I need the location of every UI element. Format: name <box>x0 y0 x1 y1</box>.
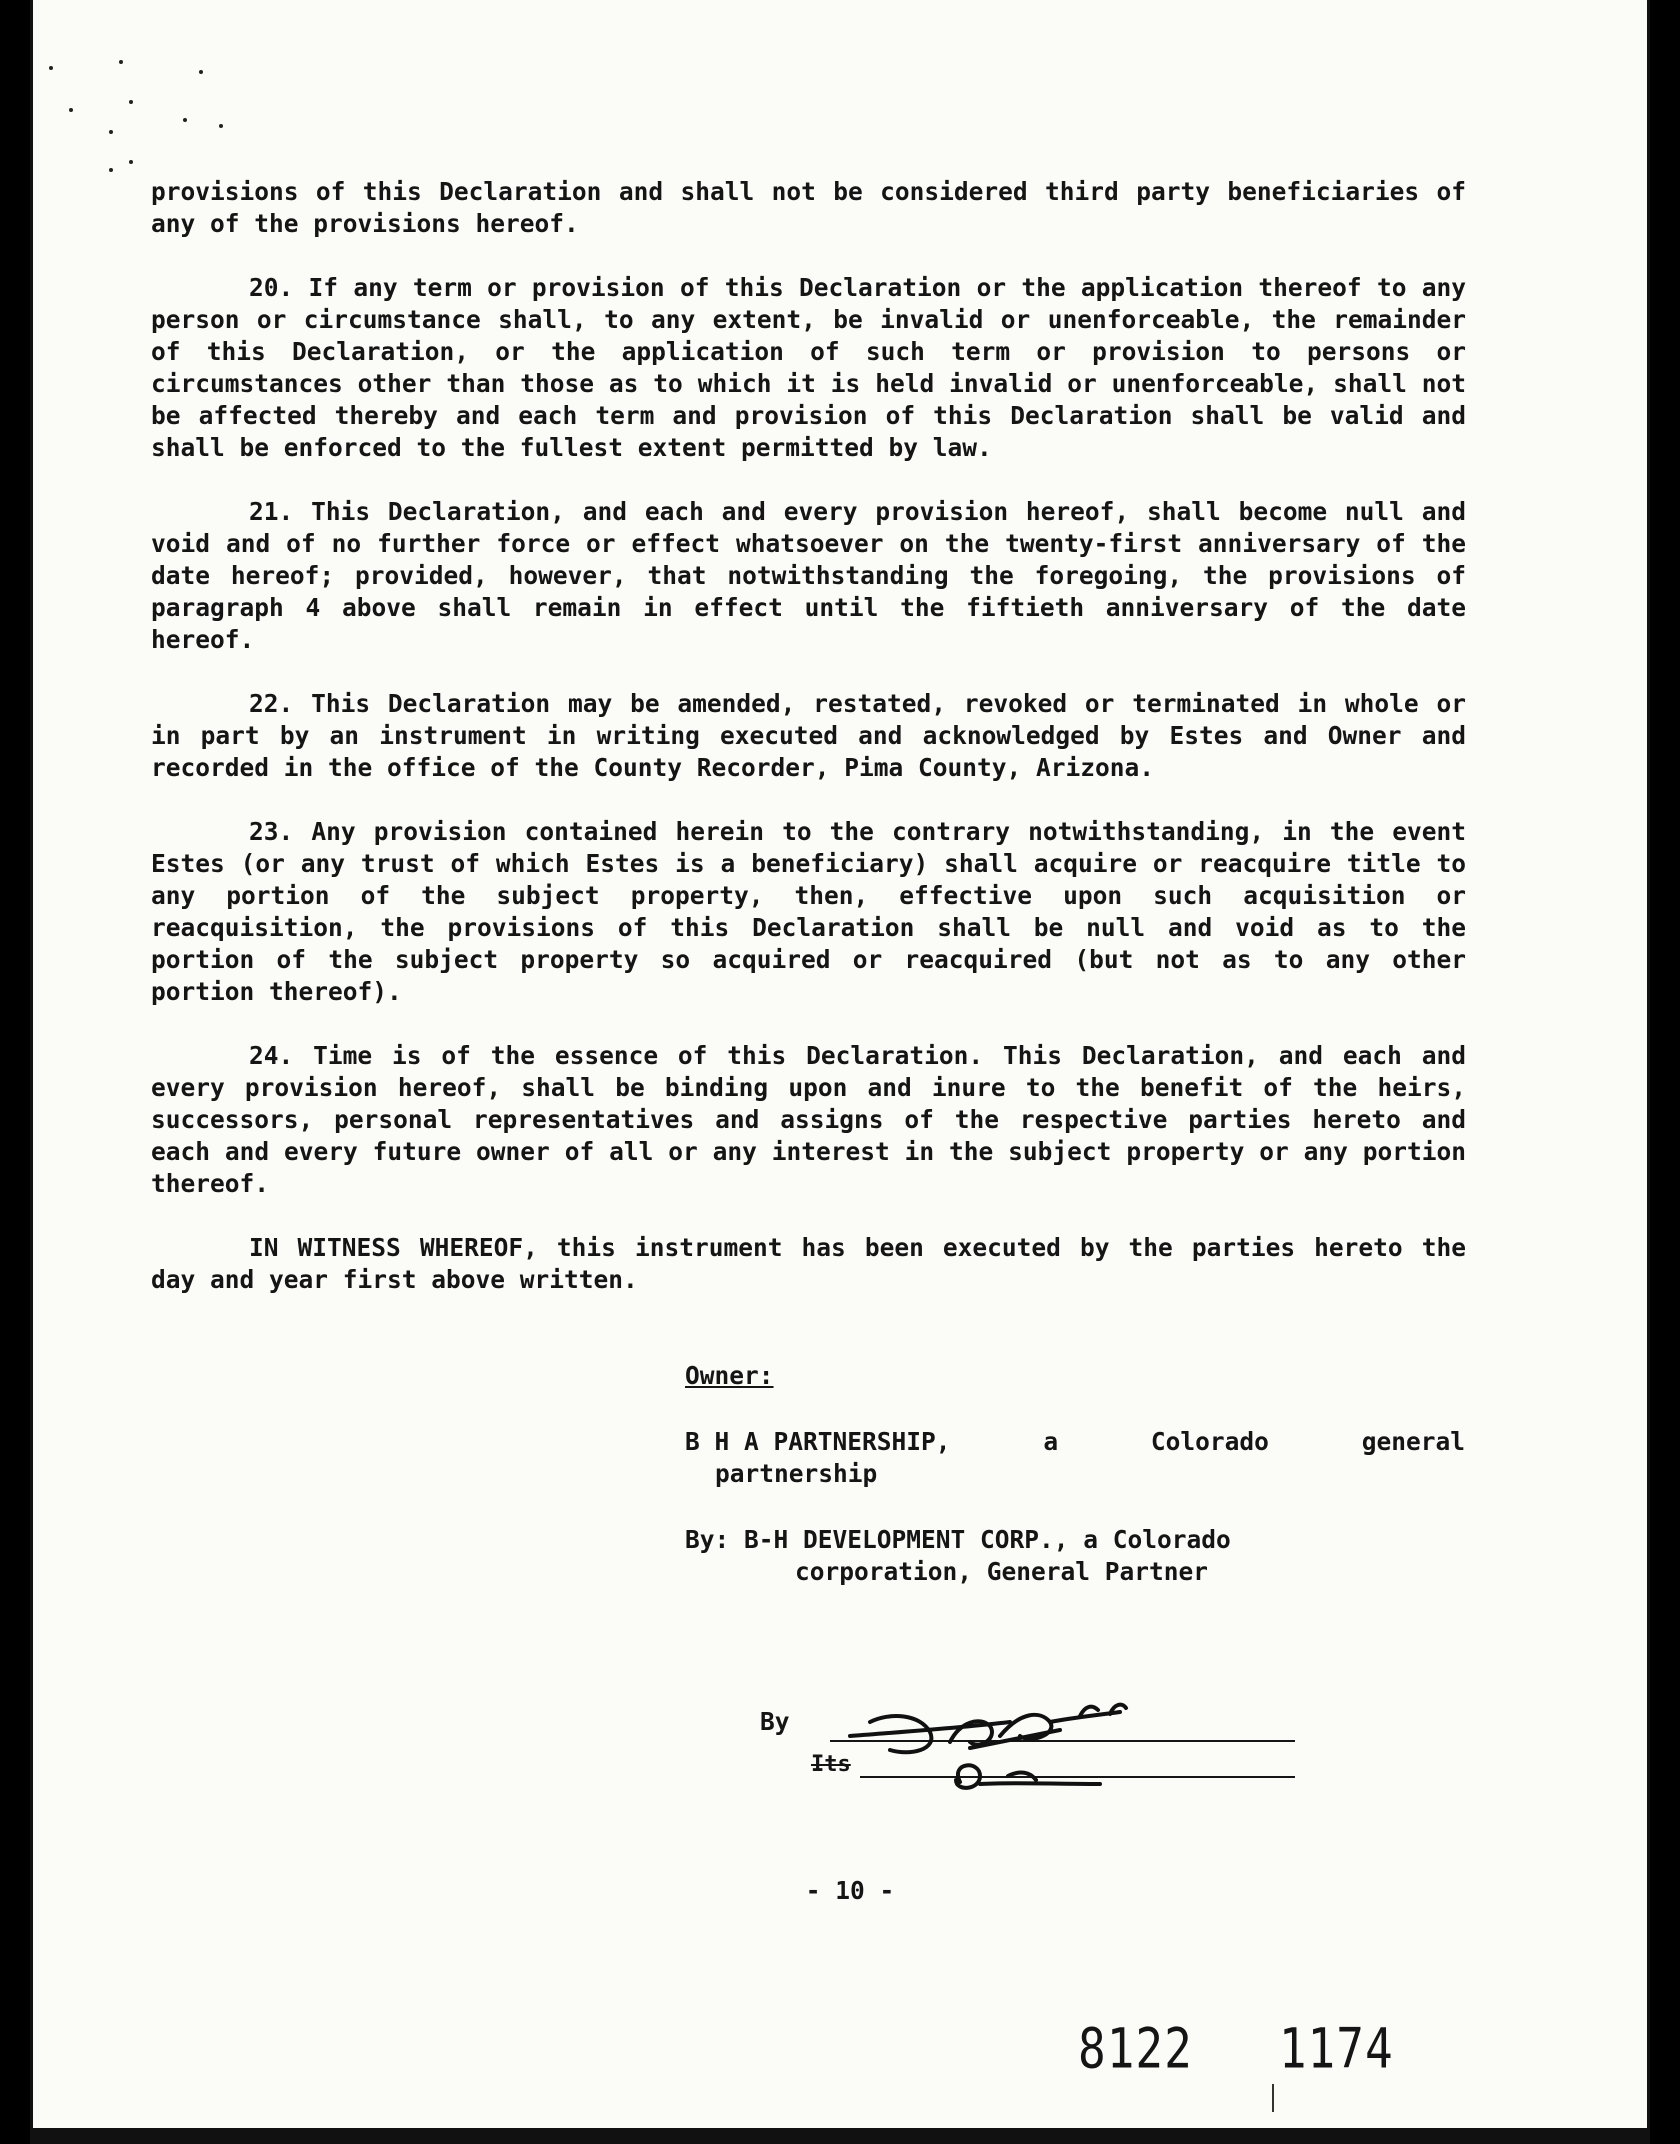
owner-name-part: a <box>1043 1427 1059 1456</box>
witness-clause: IN WITNESS WHEREOF, this instrument has been executed by the parties hereto the day and year first above written. <box>151 1233 1466 1294</box>
owner-name-line1 <box>685 1426 1465 1458</box>
scan-speck <box>199 70 203 74</box>
paragraph-21: 21. This Declaration, and each and every provision hereof, shall become null and void and of no further force or effect whatsoever on the twenty-first anniversary of the date hereof; provided, however, that notwithstanding the foregoing, the provisions of paragraph 4 above shall remain in effect until the fiftieth anniversary of the date hereof. <box>151 497 1466 654</box>
owner-name-part: Colorado <box>1150 1427 1269 1456</box>
owner-name <box>685 1426 1465 1490</box>
owner-name-line2: partnership <box>715 1459 878 1488</box>
owner-name-part: B H A PARTNERSHIP, <box>685 1427 951 1456</box>
scan-speck <box>69 108 73 112</box>
paragraph-23: 23. Any provision contained herein to the contrary notwithstanding, in the event Estes (or any trust of which Estes is a beneficiary) shall acquire or reacquire title to any portion of the subject property, then, effective upon such acquisition or reacquisition, the provisions of this Declaration shall be null and void as to the portion of the subject property so acquired or reacquired (but not as to any other portion thereof). <box>151 817 1466 1006</box>
scan-speck <box>219 124 223 128</box>
scan-speck <box>109 168 113 172</box>
owner-name-part: general <box>1361 1427 1465 1456</box>
paragraph-22: 22. This Declaration may be amended, restated, revoked or terminated in whole or in part by an instrument in writing executed and acknowledged by Estes and Owner and recorded in the office of the County Recorder, Pima County, Arizona. <box>151 689 1466 782</box>
recording-number: 8122 1174 <box>1078 2016 1394 2081</box>
paragraph-continuation: provisions of this Declaration and shall not be considered third party beneficiaries of any of the provisions hereof. <box>151 177 1466 238</box>
scan-speck <box>119 60 123 64</box>
by-corporation <box>685 1524 1305 1588</box>
by-label: By <box>760 1707 790 1736</box>
scan-speck <box>129 160 133 164</box>
its-label: Its <box>811 1752 851 1777</box>
scan-mark <box>1272 2084 1274 2112</box>
paragraph-24: 24. Time is of the essence of this Declaration. This Declaration, and each and every provision hereof, shall be binding upon and inure to the benefit of the heirs, successors, personal representatives and assigns of the respective parties hereto and each and every future owner of all or any interest in the subject property or any portion thereof. <box>151 1041 1466 1198</box>
scan-speck <box>49 66 53 70</box>
by-corporation-line2: corporation, General Partner <box>795 1557 1209 1586</box>
paragraph-20: 20. If any term or provision of this Declaration or the application thereof to any person or circumstance shall, to any extent, be invalid or unenforceable, the remainder of this Declaration, or the application of such term or provision to persons or circumstances other than those as to which it is held invalid or unenforceable, shall not be affected thereby and each term and provision of this Declaration shall be valid and shall be enforced to the fullest extent permitted by law. <box>151 273 1466 462</box>
handwritten-signature <box>830 1692 1210 1802</box>
owner-label: Owner: <box>685 1361 774 1390</box>
page-number: - 10 - <box>805 1876 895 1905</box>
scan-speck <box>129 100 133 104</box>
scan-speck <box>109 130 113 134</box>
scan-speck <box>183 118 187 122</box>
by-corporation-line1: By: B-H DEVELOPMENT CORP., a Colorado <box>685 1525 1231 1554</box>
document-body <box>151 176 1466 1328</box>
